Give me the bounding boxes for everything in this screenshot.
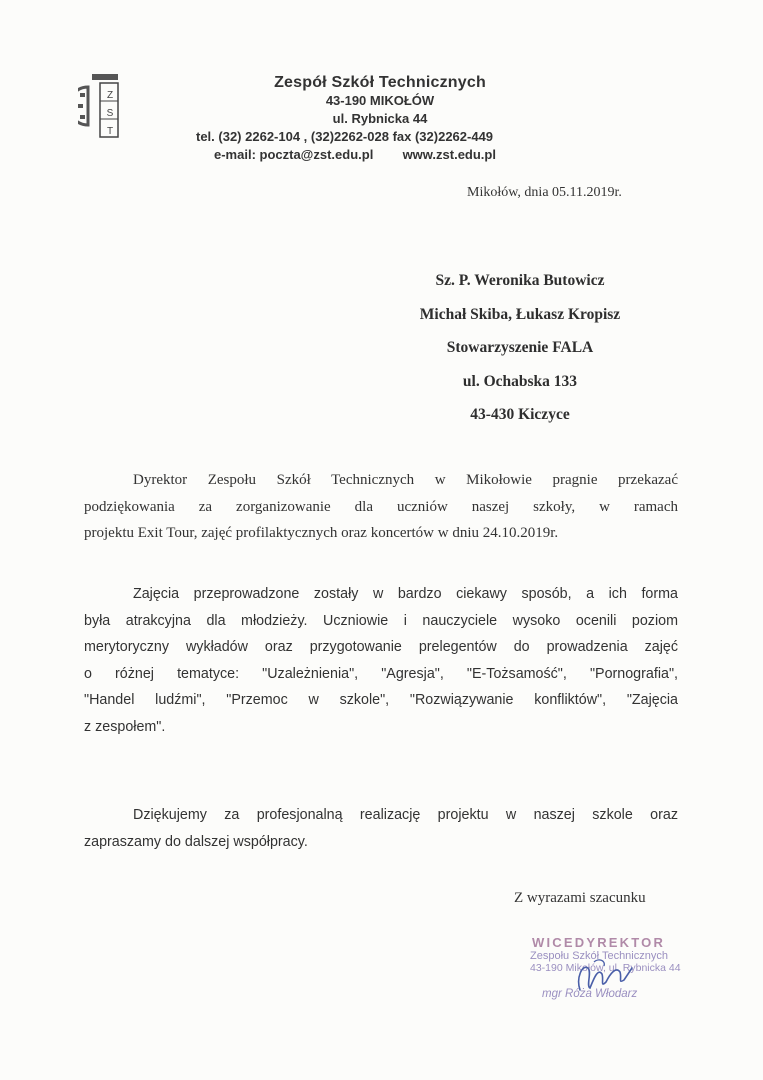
date-line: Mikołów, dnia 05.11.2019r.	[467, 185, 622, 200]
text-line: Dziękujemy za profesjonalną realizację projektu w naszej szkole oraz	[133, 807, 678, 823]
recipient-line: Sz. P. Weronika Butowicz	[435, 272, 605, 289]
text-line: "Handel ludźmi", "Przemoc w szkole", "Rozwiązywanie konfliktów", "Zajęcia	[84, 692, 678, 708]
text-line: Dyrektor Zespołu Szkół Technicznych w Mikołowie pragnie przekazać	[133, 472, 678, 488]
recipient-block	[390, 270, 650, 438]
closing-formula: Z wyrazami szacunku	[514, 890, 646, 906]
text-line: Zajęcia przeprowadzone zostały w bardzo ciekawy sposób, a ich forma	[133, 586, 678, 602]
school-logo	[78, 73, 130, 139]
text-line: z zespołem".	[84, 718, 166, 735]
recipient-line: Stowarzyszenie FALA	[446, 339, 594, 356]
paragraph-thanks	[84, 470, 678, 550]
street-address: ul. Rybnicka 44	[332, 111, 428, 126]
handwritten-signature	[546, 938, 656, 1000]
postal-city: 43-190 MIKOŁÓW	[325, 93, 435, 108]
paragraph-evaluation	[84, 584, 678, 743]
logo-letter: T	[106, 126, 114, 137]
email-address: e-mail: poczta@zst.edu.pl	[214, 147, 374, 162]
stamp-title: WICEDYREKTOR	[532, 935, 666, 950]
logo-letter: Z	[106, 90, 114, 101]
stamp-line: 43-190 Mikołów, ul. Rybnicka 44	[530, 962, 681, 974]
text-line: była atrakcyjna dla młodzieży. Uczniowie i nauczyciele wysoko ocenili poziom	[84, 612, 678, 629]
text-line: o różnej tematyce: "Uzależnienia", "Agresja", "E-Tożsamość", "Pornografia",	[84, 665, 678, 682]
logo-letter: S	[106, 108, 114, 119]
stamp-line: Zespołu Szkół Technicznych	[530, 950, 668, 962]
recipient-line: 43-430 Kiczyce	[470, 406, 570, 423]
recipient-line: ul. Ochabska 133	[462, 372, 578, 390]
phone-numbers: tel. (32) 2262-104 , (32)2262-028 fax (32)2262-449	[196, 129, 494, 144]
text-line: projektu Exit Tour, zajęć profilaktycznych oraz koncertów w dniu 24.10.2019r.	[84, 525, 559, 541]
text-line: merytoryczny wykładów oraz przygotowanie prelegentów do prowadzenia zajęć	[84, 639, 678, 655]
text-line: podziękowania za zorganizowanie dla uczniów naszej szkoły, w ramach	[84, 498, 678, 515]
website-address: www.zst.edu.pl	[402, 147, 496, 162]
school-name: Zespół Szkół Technicznych	[274, 74, 486, 91]
recipient-line: Michał Skiba, Łukasz Kropisz	[419, 305, 621, 323]
text-line: zapraszamy do dalszej współpracy.	[84, 833, 308, 850]
stamp-name: mgr Róża Włodarz	[542, 988, 638, 1000]
paragraph-invitation	[84, 805, 678, 858]
letterhead	[190, 74, 570, 128]
official-stamp	[520, 930, 695, 1010]
